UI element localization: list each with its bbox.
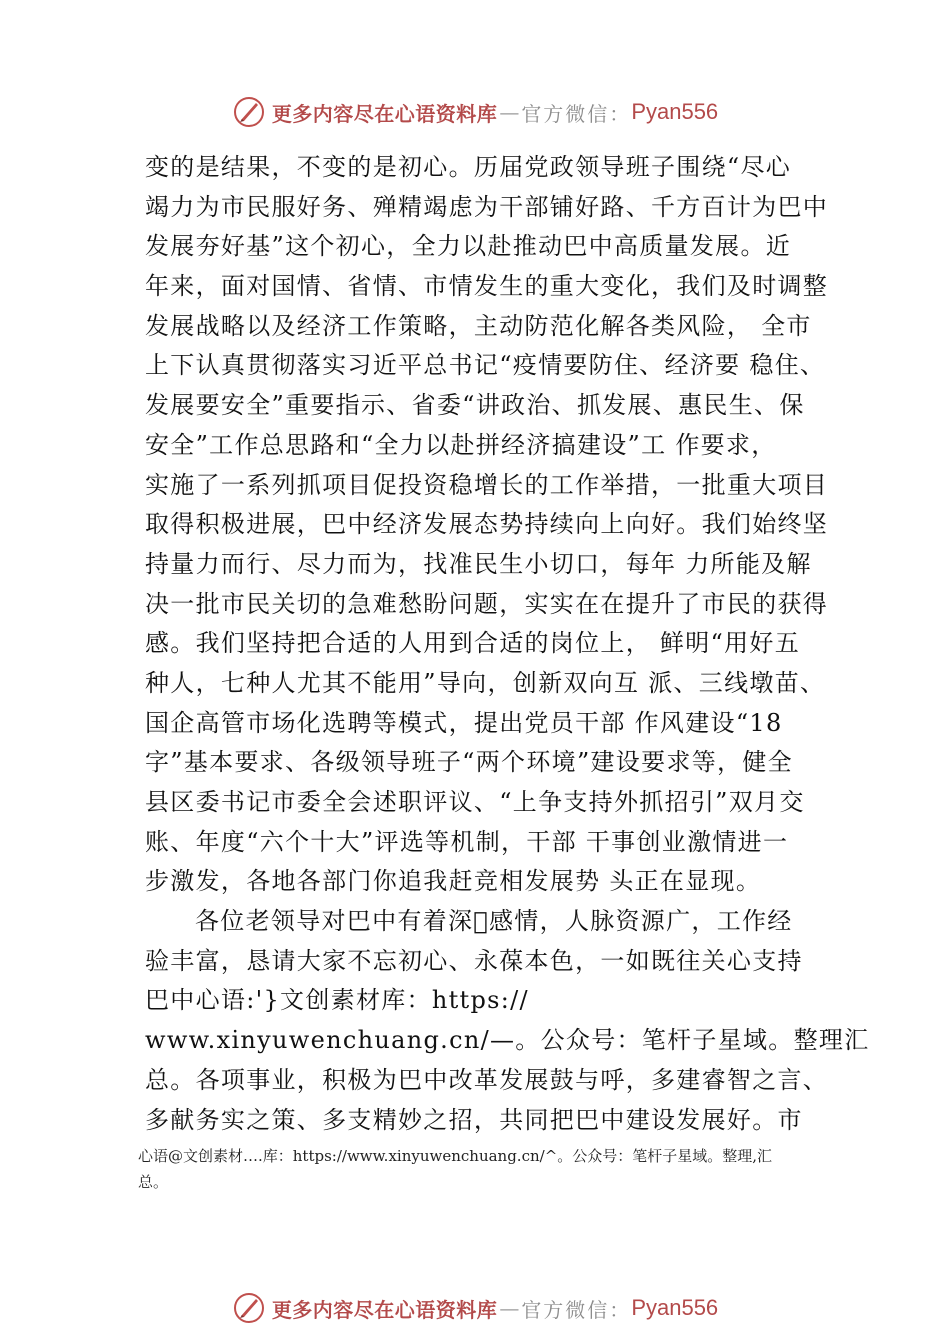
body-line: 种人，七种人尤其不能用”导向，创新双向互 派、三线墩苗、 (145, 668, 826, 697)
body-line: 字”基本要求、各级领导班子“两个环境”建设要求等，健全 (145, 748, 793, 777)
footnote-line: 总。 (138, 1173, 169, 1191)
body-line: 上下认真贯彻落实习近平总书记“疫情要防住、经济要 稳住、 (145, 351, 826, 380)
body-line: 国企高管市场化选聘等模式，提出党员干部 作风建设“18 (145, 708, 783, 737)
header-banner (0, 92, 950, 132)
body-line: 步激发，各地各部门你追我赶竞相发展势 头正在显现。 (145, 867, 762, 896)
banner-text: 更多内容尽在心语资料库 (271, 101, 498, 126)
body-line: 实施了一系列抓项目促投资稳增长的工作举措，一批重大项目 (145, 470, 829, 499)
footnote-line: 心语@文创素材….库：https://www.xinyuwenchuang.cn/^。公众号：笔杆子星域。整理,汇 (138, 1147, 773, 1165)
body-line: 变的是结果，不变的是初心。历届党政领导班子围绕“尽心 (145, 153, 792, 181)
body-line: 总。各项事业，积极为巴中改革发展鼓与呼，多建睿智之言、 (145, 1065, 829, 1094)
banner-text: 更多内容尽在心语资料库 (271, 1297, 498, 1322)
banner-wechat-id: Pyan556 (631, 99, 719, 124)
body-line: 决一批市民关切的急难愁盼问题，实实在在提升了市民的获得 (145, 589, 829, 618)
body-line-paragraph-start: 各位老领导对巴中有着深 感情，人脉资源广，工作经 (195, 907, 793, 936)
body-line: 年来，面对国情、省情、市情发生的重大变化，我们及时调整 (145, 272, 829, 301)
body-line: 巴中心语:'}文创素材库：https:// (145, 986, 529, 1015)
body-line: 发展要安全”重要指示、省委“讲政治、抓发展、惠民生、保 (145, 391, 805, 420)
body-line: 安全”工作总思路和“全力以赴拼经济搞建设”工 作要求， (145, 430, 777, 459)
banner-dash: — (499, 1296, 520, 1320)
body-line: www.xinyuwenchuang.cn/—。公众号：笔杆子星域。整理汇 (145, 1026, 870, 1055)
body-line: 多献务实之策、多支精妙之招，共同把巴中建设发展好。市 (145, 1105, 803, 1134)
body-line: 竭力为市民服好务、殚精竭虑为干部铺好路、千方百计为巴中 (145, 192, 829, 221)
body-line: 感。我们坚持把合适的人用到合适的岗位上， 鲜明“用好五 (145, 629, 800, 658)
body-line: 验丰富，恳请大家不忘初心、永葆本色，一如既往关心支持 (145, 946, 803, 975)
banner-dash: — (499, 100, 520, 124)
footer-banner (0, 1288, 950, 1328)
body-line: 持量力而行、尽力而为，找准民生小切口，每年 力所能及解 (145, 549, 812, 578)
quill-logo-icon (232, 95, 266, 129)
body-line: 发展夯好基”这个初心，全力以赴推动巴中高质量发展。近 (145, 232, 792, 261)
body-line: 县区委书记市委全会述职评议、“上争支持外抓招引”双月交 (145, 788, 805, 816)
document-body (145, 148, 870, 1140)
banner-official-label: 官方微信： (521, 1297, 632, 1322)
banner-official-label: 官方微信： (521, 101, 632, 126)
body-line: 账、年度“六个十大”评选等机制，干部 干事创业激情进一 (145, 827, 789, 856)
banner-wechat-id: Pyan556 (631, 1295, 719, 1320)
body-line: 取得积极进展，巴中经济发展态势持续向上向好。我们始终坚 (145, 510, 829, 539)
body-line: 发展战略以及经济工作策略，主动防范化解各类风险， 全市 (145, 311, 812, 340)
footnote (138, 1143, 858, 1195)
quill-logo-icon (232, 1291, 266, 1325)
